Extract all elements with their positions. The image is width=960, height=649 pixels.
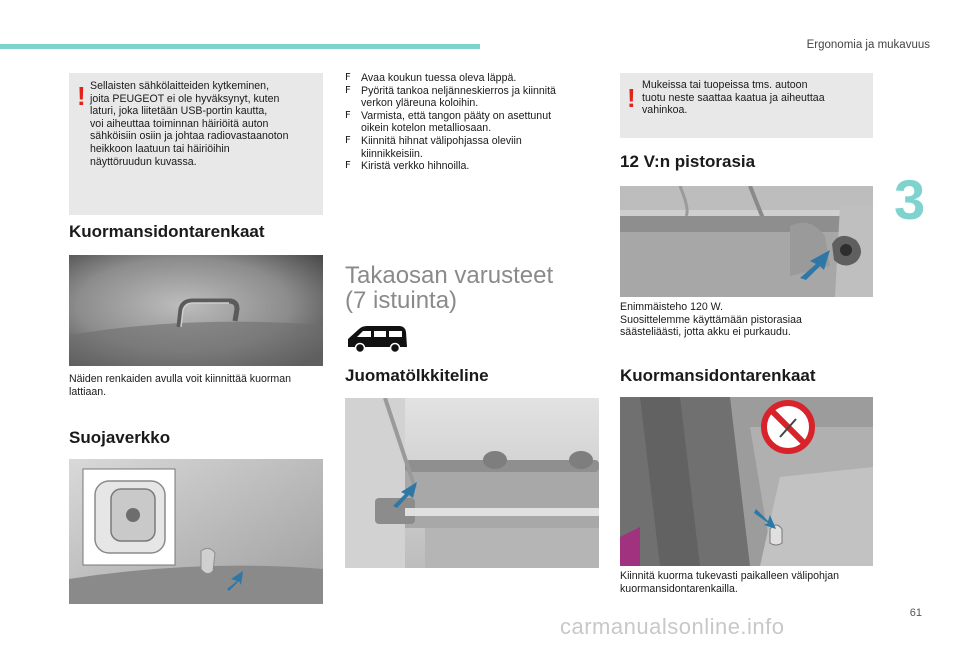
page-number: 61 xyxy=(909,607,922,619)
list-item xyxy=(345,110,600,135)
list-item-text: verkon yläreuna koloihin. xyxy=(361,97,479,110)
caption-tie-down xyxy=(620,570,880,595)
warning-line: Sellaisten sähkölaitteiden kytkeminen, xyxy=(90,80,270,92)
photo-12v-socket xyxy=(620,186,873,297)
text-line: Suosittelemme käyttämään pistorasiaa xyxy=(620,313,802,326)
heading-kuormansidontarenkaat-2: Kuormansidontarenkaat xyxy=(620,366,816,385)
photo-cargo-ring xyxy=(69,255,323,366)
warning-line: heikkoon laatuun tai häiriöihin xyxy=(90,142,230,155)
bullet-icon: F xyxy=(345,72,351,83)
list-item-text: Kiinnitä hihnat välipohjassa oleviin xyxy=(361,134,522,147)
photo-cup-holder xyxy=(345,398,599,568)
section-title-line: Takaosan varusteet xyxy=(345,262,554,289)
heading-pistorasia: 12 V:n pistorasia xyxy=(620,152,756,171)
photo-net-socket xyxy=(69,459,323,604)
section-title xyxy=(345,263,553,313)
socket-illustration xyxy=(620,186,873,297)
net-socket-illustration xyxy=(69,459,323,604)
tie-down-illustration xyxy=(620,397,873,566)
warning-box-liquids xyxy=(620,73,873,138)
text-line: säästeliäästi, jotta akku ei purkaudu. xyxy=(620,326,791,339)
chapter-number: 3 xyxy=(894,168,926,231)
photo-tie-down-rings xyxy=(620,397,873,566)
heading-juomatolkkiteline: Juomatölkkiteline xyxy=(345,366,489,385)
caption-line: lattiaan. xyxy=(69,385,107,398)
section-title-line: (7 istuinta) xyxy=(345,287,458,314)
caption-line: Näiden renkaiden avulla voit kiinnittää kuorman xyxy=(69,373,292,385)
heading-kuormansidontarenkaat: Kuormansidontarenkaat xyxy=(69,222,265,241)
warning-text xyxy=(90,80,320,168)
pistorasia-text xyxy=(620,301,880,339)
chapter-title: Ergonomia ja mukavuus xyxy=(806,39,930,51)
warning-line: sähköisiin osiin ja johtaa radiovastaanoton xyxy=(90,130,289,143)
list-item-text: Avaa koukun tuessa oleva läppä. xyxy=(361,72,517,84)
list-item-text: kiinnikkeisiin. xyxy=(361,147,423,160)
text-line: Enimmäisteho 120 W. xyxy=(620,301,724,313)
list-item xyxy=(345,135,600,160)
warning-line: näyttöruudun kuvassa. xyxy=(90,155,197,168)
bullet-icon: F xyxy=(345,160,351,172)
list-item-text: oikein kotelon metalliosaan. xyxy=(361,122,492,135)
caption-cargo-ring xyxy=(69,373,329,398)
cargo-ring-illustration xyxy=(69,255,323,366)
list-item-text: Kiristä verkko hihnoilla. xyxy=(361,160,470,173)
caption-line: Kiinnitä kuorma tukevasti paikalleen välipohjan xyxy=(620,570,840,582)
list-item-text: Varmista, että tangon pääty on asettunut xyxy=(361,109,552,122)
bullet-icon: F xyxy=(345,109,351,121)
heading-suojaverkko: Suojaverkko xyxy=(69,428,171,447)
caption-line: kuormansidontarenkailla. xyxy=(620,582,738,595)
warning-line: Mukeissa tai tuopeissa tms. autoon xyxy=(642,79,808,91)
warning-line: tuotu neste saattaa kaatua ja aiheuttaa xyxy=(642,91,825,104)
warning-icon: ! xyxy=(77,81,86,111)
instruction-list xyxy=(345,72,600,173)
cup-holder-illustration xyxy=(345,398,599,568)
header-accent-bar xyxy=(0,44,480,49)
bullet-icon: F xyxy=(345,134,351,146)
warning-box-electrical xyxy=(69,73,323,215)
warning-line: laturi, joka liitetään USB-portin kautta, xyxy=(90,105,268,118)
list-item xyxy=(345,85,600,110)
bullet-icon: F xyxy=(345,84,351,96)
list-item-text: Pyöritä tankoa neljänneskierros ja kiinnitä xyxy=(361,84,556,97)
warning-line: joita PEUGEOT ei ole hyväksynyt, kuten xyxy=(90,92,280,105)
warning-icon: ! xyxy=(627,83,636,113)
list-item xyxy=(345,160,600,173)
warning-line: voi aiheuttaa toiminnan häiriöitä auton xyxy=(90,117,269,130)
warning-line: vahinkoa. xyxy=(642,104,688,117)
list-item xyxy=(345,72,600,85)
warning-text xyxy=(642,79,870,117)
watermark: carmanualsonline.info xyxy=(560,614,785,639)
van-icon xyxy=(345,323,409,353)
